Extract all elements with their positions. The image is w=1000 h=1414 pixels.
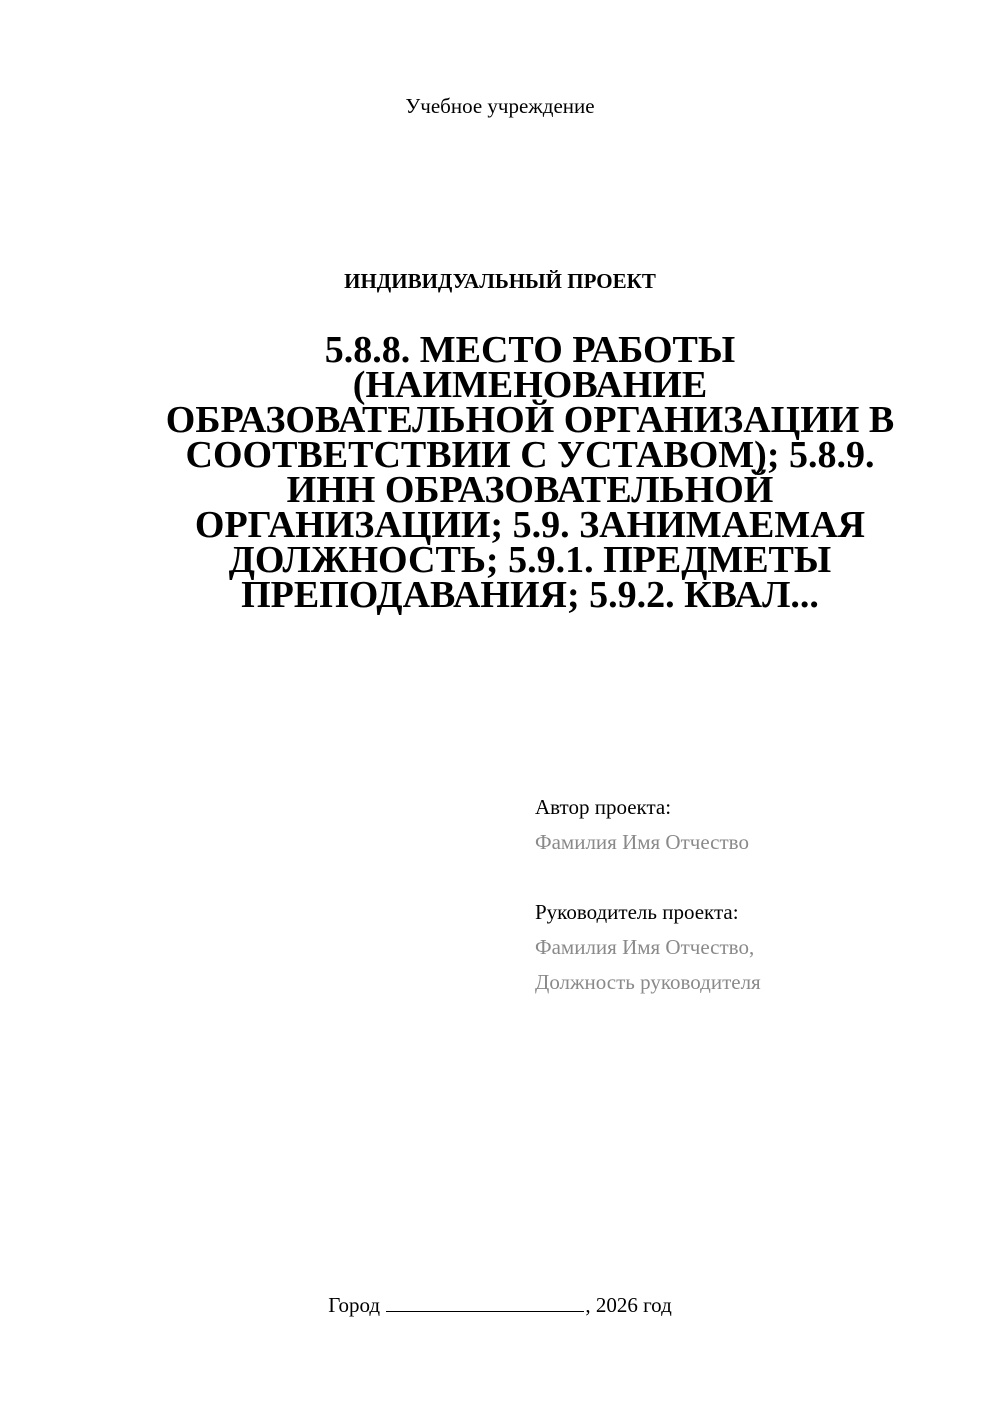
city-blank-line bbox=[386, 1291, 584, 1312]
author-name-placeholder: Фамилия Имя Отчество bbox=[535, 830, 749, 854]
city-year-line bbox=[0, 1291, 1000, 1319]
title-line: 5.8.8. МЕСТО РАБОТЫ bbox=[324, 329, 736, 371]
project-meta-block bbox=[535, 790, 965, 1000]
supervisor-name-placeholder: Фамилия Имя Отчество, bbox=[535, 935, 755, 959]
title-line: СООТВЕТСТВИИ С УСТАВОМ); 5.8.9. bbox=[185, 434, 875, 476]
supervisor-label: Руководитель проекта: bbox=[535, 900, 739, 924]
title-line: ОРГАНИЗАЦИИ; 5.9. ЗАНИМАЕМАЯ bbox=[194, 504, 866, 546]
city-label: Город bbox=[328, 1293, 381, 1317]
title-line: ПРЕПОДАВАНИЯ; 5.9.2. КВАЛ... bbox=[241, 574, 819, 616]
author-label: Автор проекта: bbox=[535, 795, 672, 819]
title-line: ИНН ОБРАЗОВАТЕЛЬНОЙ bbox=[286, 469, 774, 511]
institution-name: Учебное учреждение bbox=[405, 94, 595, 118]
title-line: (НАИМЕНОВАНИЕ bbox=[352, 364, 708, 406]
year-text: , 2026 год bbox=[585, 1293, 672, 1317]
title-line: ДОЛЖНОСТЬ; 5.9.1. ПРЕДМЕТЫ bbox=[228, 539, 832, 581]
project-title bbox=[150, 329, 910, 616]
title-line: ОБРАЗОВАТЕЛЬНОЙ ОРГАНИЗАЦИИ В bbox=[165, 399, 895, 441]
project-type-heading: ИНДИВИДУАЛЬНЫЙ ПРОЕКТ bbox=[344, 269, 656, 293]
meta-spacer bbox=[535, 860, 965, 895]
supervisor-position-placeholder: Должность руководителя bbox=[535, 970, 761, 994]
